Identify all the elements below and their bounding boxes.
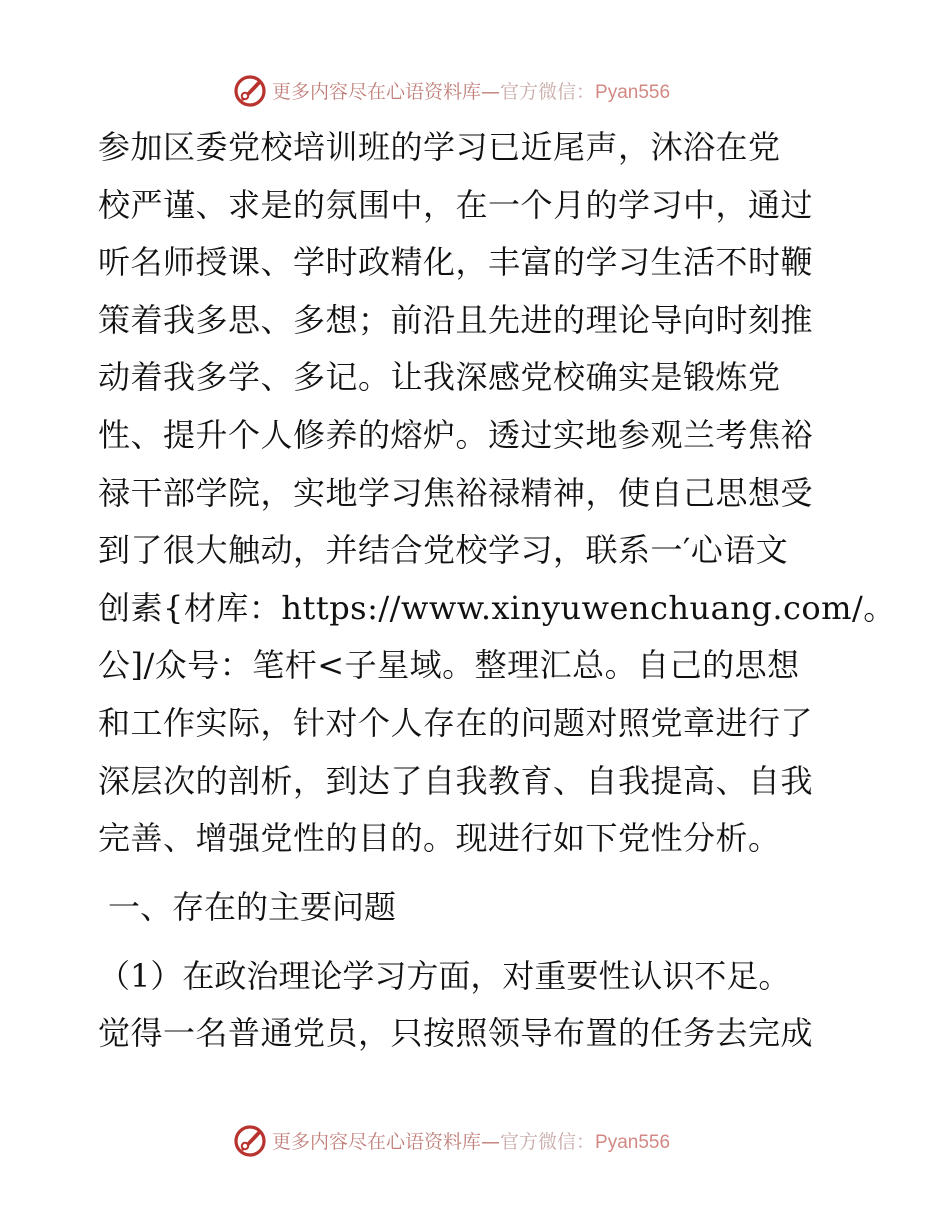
paragraph-line: 和工作实际，针对个人存在的问题对照党章进行了 [98, 703, 814, 742]
watermark-dash: — [481, 80, 501, 103]
intro-paragraph [98, 119, 896, 868]
brush-logo-icon [232, 1122, 268, 1158]
paragraph-line: 策着我多思、多想；前沿且先进的理论导向时刻推 [98, 300, 814, 339]
section-heading: 一、存在的主要问题 [108, 887, 397, 926]
paragraph-line: 到了很大触动，并结合党校学习，联系一′心语文 [98, 531, 789, 570]
paragraph-line: 完善、增强党性的目的。现进行如下党性分析。 [98, 819, 781, 858]
document-body [98, 119, 896, 1063]
watermark-banner-top [232, 70, 670, 110]
watermark-wechat-id: Pyan556 [595, 81, 671, 103]
paragraph-line: 公]/众号：笔杆<子星域。整理汇总。自己的思想 [98, 646, 800, 685]
paragraph-line: 动着我多学、多记。让我深感党校确实是锻炼党 [98, 358, 781, 397]
paragraph-line: 校严谨、求是的氛围中，在一个月的学习中，通过 [98, 185, 814, 224]
watermark-text [272, 77, 670, 104]
paragraph-line: 听名师授课、学时政精化，丰富的学习生活不时鞭 [98, 243, 814, 282]
paragraph-line: 觉得一名普通党员，只按照领导布置的任务去完成 [98, 1014, 814, 1053]
watermark-wechat-id: Pyan556 [595, 1131, 671, 1153]
watermark-wechat-label: 官方微信： [500, 80, 596, 103]
paragraph-line: 性、提升个人修养的熔炉。透过实地参观兰考焦裕 [98, 415, 814, 454]
paragraph-line: 创素{材库：https://www.xinyuwenchuang.com/。 [98, 588, 896, 627]
watermark-text [272, 1127, 670, 1154]
watermark-dash: — [481, 1130, 501, 1153]
watermark-title: 更多内容尽在心语资料库 [272, 1130, 482, 1153]
watermark-wechat-label: 官方微信： [500, 1130, 596, 1153]
section-paragraph [98, 948, 858, 1063]
paragraph-line: （1）在政治理论学习方面，对重要性认识不足。 [98, 956, 791, 995]
paragraph-line: 深层次的剖析，到达了自我教育、自我提高、自我 [98, 761, 814, 800]
paragraph-line: 禄干部学院，实地学习焦裕禄精神，使自己思想受 [98, 473, 814, 512]
watermark-title: 更多内容尽在心语资料库 [272, 80, 482, 103]
paragraph-line: 参加区委党校培训班的学习已近尾声，沐浴在党 [98, 128, 781, 166]
watermark-banner-bottom [232, 1120, 670, 1160]
brush-logo-icon [232, 72, 268, 108]
